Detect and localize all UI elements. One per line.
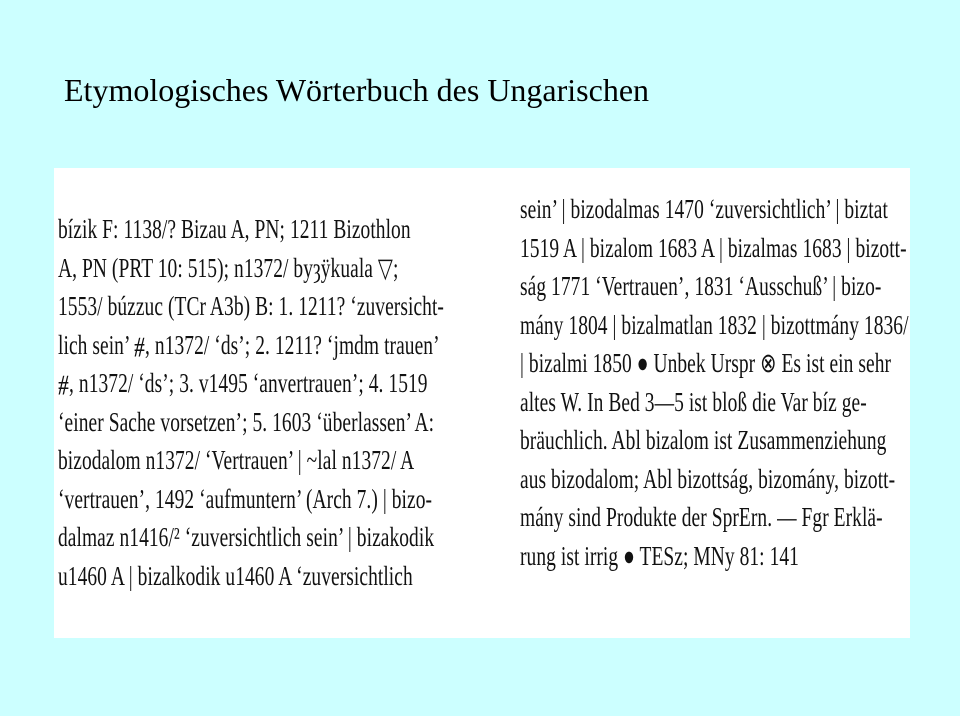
dictionary-entry-scan	[54, 168, 910, 638]
entry-line: ‘einer Sache vorsetzen’; 5. 1603 ‘überlassen’ A:	[58, 406, 435, 437]
entry-line: lich sein’ ⧣, n1372/ ‘ds’; 2. 1211? ‘jmdm trauen’	[58, 329, 440, 360]
entry-line: u1460 A | bizalkodik u1460 A ‘zuversichtlich	[58, 560, 413, 591]
entry-line: dalmaz n1416/² ‘zuversichtlich sein’ | bizakodik	[58, 522, 435, 552]
entry-line: ság 1771 ‘Vertrauen’, 1831 ‘Ausschuß’ | bizo-	[520, 271, 882, 301]
entry-line: A, PN (PRT 10: 515); n1372/ byȝÿkuala ▽;	[58, 252, 399, 283]
entry-line: aus bizodalom; Abl bizottság, bizomány, bizott-	[520, 463, 896, 494]
entry-line: 1553/ búzzuc (TCr A3b) B: 1. 1211? ‘zuversicht-	[58, 291, 444, 321]
entry-line: altes W. In Bed 3—5 ist bloß die Var bíz ge-	[520, 386, 867, 417]
entry-line: sein’ | bizodalmas 1470 ‘zuversichtlich’ | biztat	[520, 194, 888, 224]
entry-line: rung ist irrig ● TESz; MNy 81: 141	[520, 540, 799, 571]
entry-line: ‘vertrauen’, 1492 ‘aufmuntern’ (Arch 7.) | bizo-	[58, 483, 433, 514]
entry-line: ⧣, n1372/ ‘ds’; 3. v1495 ‘anvertrauen’; 4. 1519	[58, 368, 428, 398]
entry-line: bízik F: 1138/? Bizau A, PN; 1211 Bizothlon	[58, 214, 411, 244]
entry-line: | bizalmi 1850 ● Unbek Urspr ⊗ Es ist ein sehr	[520, 348, 892, 378]
entry-line: 1519 A | bizalom 1683 A | bizalmas 1683 | bizott-	[520, 232, 907, 263]
entry-line: bräuchlich. Abl bizalom ist Zusammenziehung	[520, 425, 887, 455]
entry-line: mány sind Produkte der SprErn. — Fgr Erklä-	[520, 502, 883, 532]
right-column	[520, 190, 960, 575]
entry-line: mány 1804 | bizalmatlan 1832 | bizottmány 1836/	[520, 309, 909, 340]
entry-line: bizodalom n1372/ ‘Vertrauen’ | ~lal n1372/ A	[58, 445, 415, 475]
slide-title: Etymologisches Wörterbuch des Ungarischen	[64, 72, 650, 108]
